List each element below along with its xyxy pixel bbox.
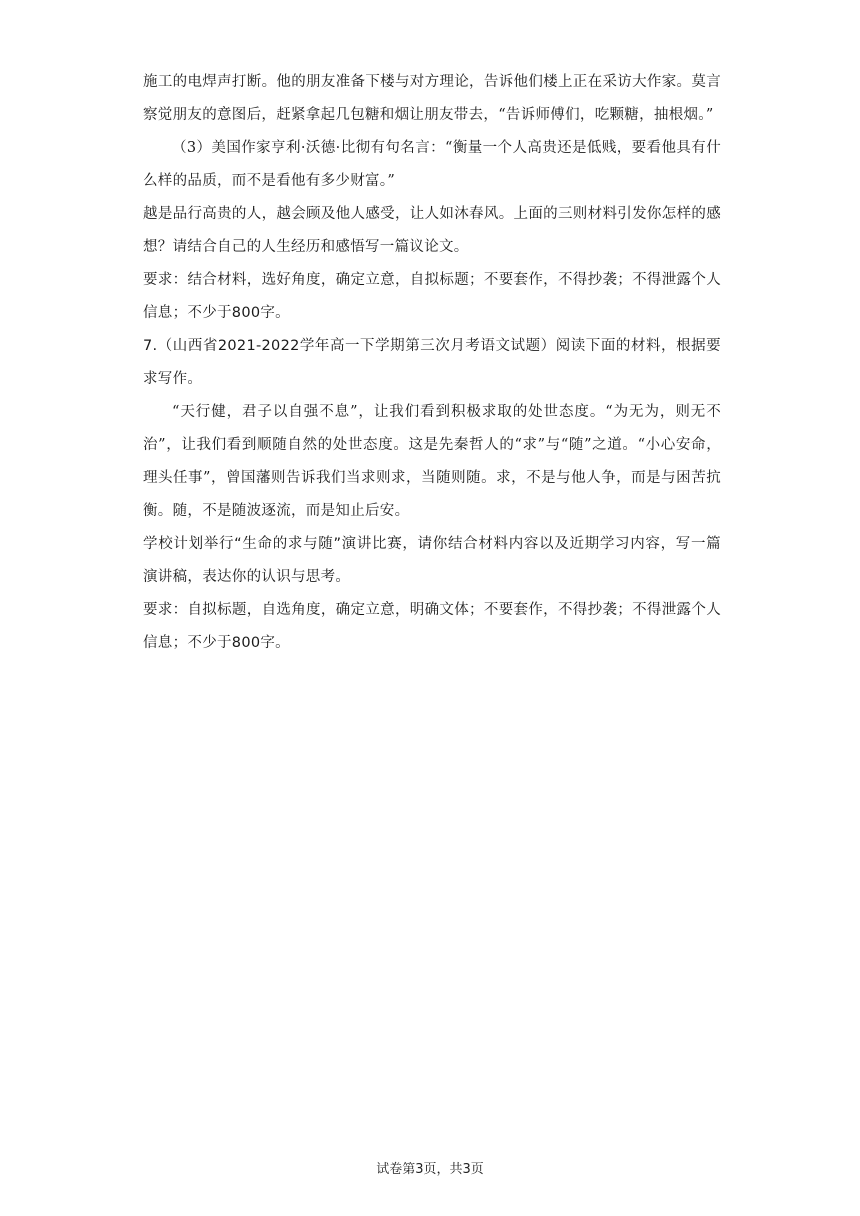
prompt-paragraph: 学校计划举行“生命的求与随”演讲比赛，请你结合材料内容以及近期学习内容，写一篇演讲稿，表达你的认识与思考。 bbox=[143, 536, 721, 585]
material-paragraph: “天行健，君子以自强不息”，让我们看到积极求取的处世态度。“为无为，则无不治”，让我们看到顺随自然的处世态度。这是先秦哲人的“求”与“随”之道。“小心安命，理头任事”，曾国藩则告诉我们当求则求，当随则随。求，不是与他人争，而是与困苦抗衡。随，不是随波逐流，而是知止后安。 bbox=[143, 404, 721, 519]
requirement-paragraph: 要求：结合材料，选好角度，确定立意，自拟标题；不要套作，不得抄袭；不得泄露个人信息；不少于800字。 bbox=[143, 272, 721, 321]
prompt-paragraph: 越是品行高贵的人，越会顾及他人感受，让人如沐春风。上面的三则材料引发你怎样的感想？请结合自己的人生经历和感悟写一篇议论文。 bbox=[143, 206, 721, 255]
question-7-heading: 7.（山西省2021-2022学年高一下学期第三次月考语文试题）阅读下面的材料，根据要求写作。 bbox=[143, 338, 721, 387]
material-paragraph: 施工的电焊声打断。他的朋友准备下楼与对方理论，告诉他们楼上正在采访大作家。莫言察觉朋友的意图后，赶紧拿起几包糖和烟让朋友带去，“告诉师傅们，吃颗糖，抽根烟。” bbox=[143, 74, 721, 123]
page-footer: 试卷第3页，共3页 bbox=[376, 1162, 484, 1177]
requirement-paragraph: 要求：自拟标题，自选角度，确定立意，明确文体；不要套作，不得抄袭；不得泄露个人信息；不少于800字。 bbox=[143, 602, 721, 651]
material-quote-3: （3）美国作家亨利·沃德·比彻有句名言：“衡量一个人高贵还是低贱，要看他具有什么样的品质，而不是看他有多少财富。” bbox=[143, 140, 721, 189]
document-body bbox=[143, 66, 721, 660]
